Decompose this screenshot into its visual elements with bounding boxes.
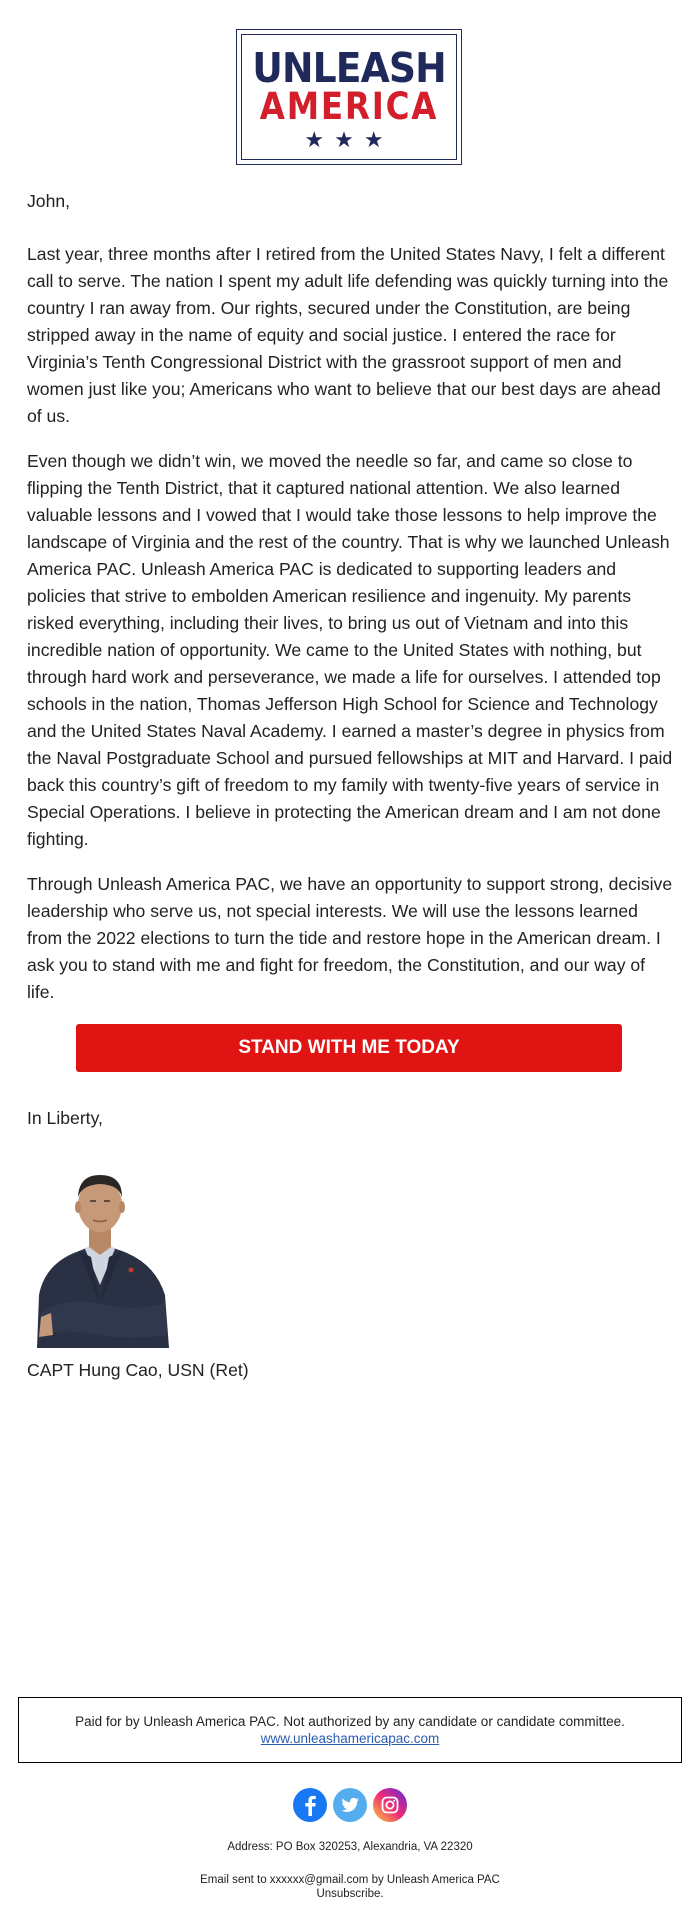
body-paragraph-3: Through Unleash America PAC, we have an opportunity to support strong, decisive leadership who serve us, not special interests. We will use the lessons learned from the 2022 elections to turn the tide and restore hope in the American dream. I ask you to stand with me and fight for freedom, the Constitution, and our way of life. [27, 874, 673, 1002]
stand-with-me-button[interactable]: STAND WITH ME TODAY [76, 1024, 622, 1072]
paid-for-disclaimer: Paid for by Unleash America PAC. Not authorized by any candidate or candidate committee. [75, 1714, 625, 1729]
signature-name: CAPT Hung Cao, USN (Ret) [27, 1360, 249, 1380]
logo-line1: UNLEASH [252, 44, 446, 92]
email-sent-text: Email sent to xxxxxx@gmail.com by Unleash America PAC [200, 1874, 500, 1886]
logo-line2: AMERICA [259, 85, 439, 128]
instagram-icon[interactable] [373, 1788, 407, 1822]
greeting: John, [27, 191, 71, 211]
unsubscribe-link[interactable]: Unsubscribe. [316, 1888, 384, 1900]
body-paragraph-1: Last year, three months after I retired from the United States Navy, I felt a different call to serve. The nation I spent my adult life defending was quickly turning into the country I ran away from. Our rights, secured under the Constitution, are being stripped away in the name of equity and social justice. I entered the race for Virginia’s Tenth Congressional District with the grassroot support of men and women just like you; Americans who want to believe that our best days are ahead of us. [27, 244, 669, 426]
email-sent-notice [0, 1873, 700, 1901]
facebook-icon[interactable] [293, 1788, 327, 1822]
signoff: In Liberty, [27, 1108, 103, 1128]
mailing-address: Address: PO Box 320253, Alexandria, VA 22320 [227, 1841, 473, 1853]
unleash-america-logo [236, 29, 462, 165]
footer-disclaimer-box [18, 1697, 682, 1763]
website-link[interactable]: www.unleashamericapac.com [260, 1731, 440, 1746]
twitter-icon[interactable] [333, 1788, 367, 1822]
social-icons [0, 1788, 700, 1822]
signer-photo [27, 1145, 172, 1348]
body-paragraph-2: Even though we didn’t win, we moved the needle so far, and came so close to flipping the Tenth District, that it captured national attention. We also learned valuable lessons and I vowed that I would take those lessons to help improve the landscape of Virginia and the rest of the country. That is why we launched Unleash America PAC. Unleash America PAC is dedicated to supporting leaders and policies that strive to embolden American resilience and ingenuity. My parents risked everything, including their lives, to bring us out of Vietnam and into this incredible nation of opportunity. We came to the United States with nothing, but through hard work and perseverance, we made a life for ourselves. I attended top schools in the nation, Thomas Jefferson High School for Science and Technology and the United States Naval Academy. I earned a master’s degree in physics from the Naval Postgraduate School and pursued fellowships at MIT and Harvard. I paid back this country’s gift of freedom to my family with twenty-five years of service in Special Operations. I believe in protecting the American dream and I am not done fighting. [27, 451, 673, 849]
logo-stars: ★★★ [304, 127, 394, 152]
